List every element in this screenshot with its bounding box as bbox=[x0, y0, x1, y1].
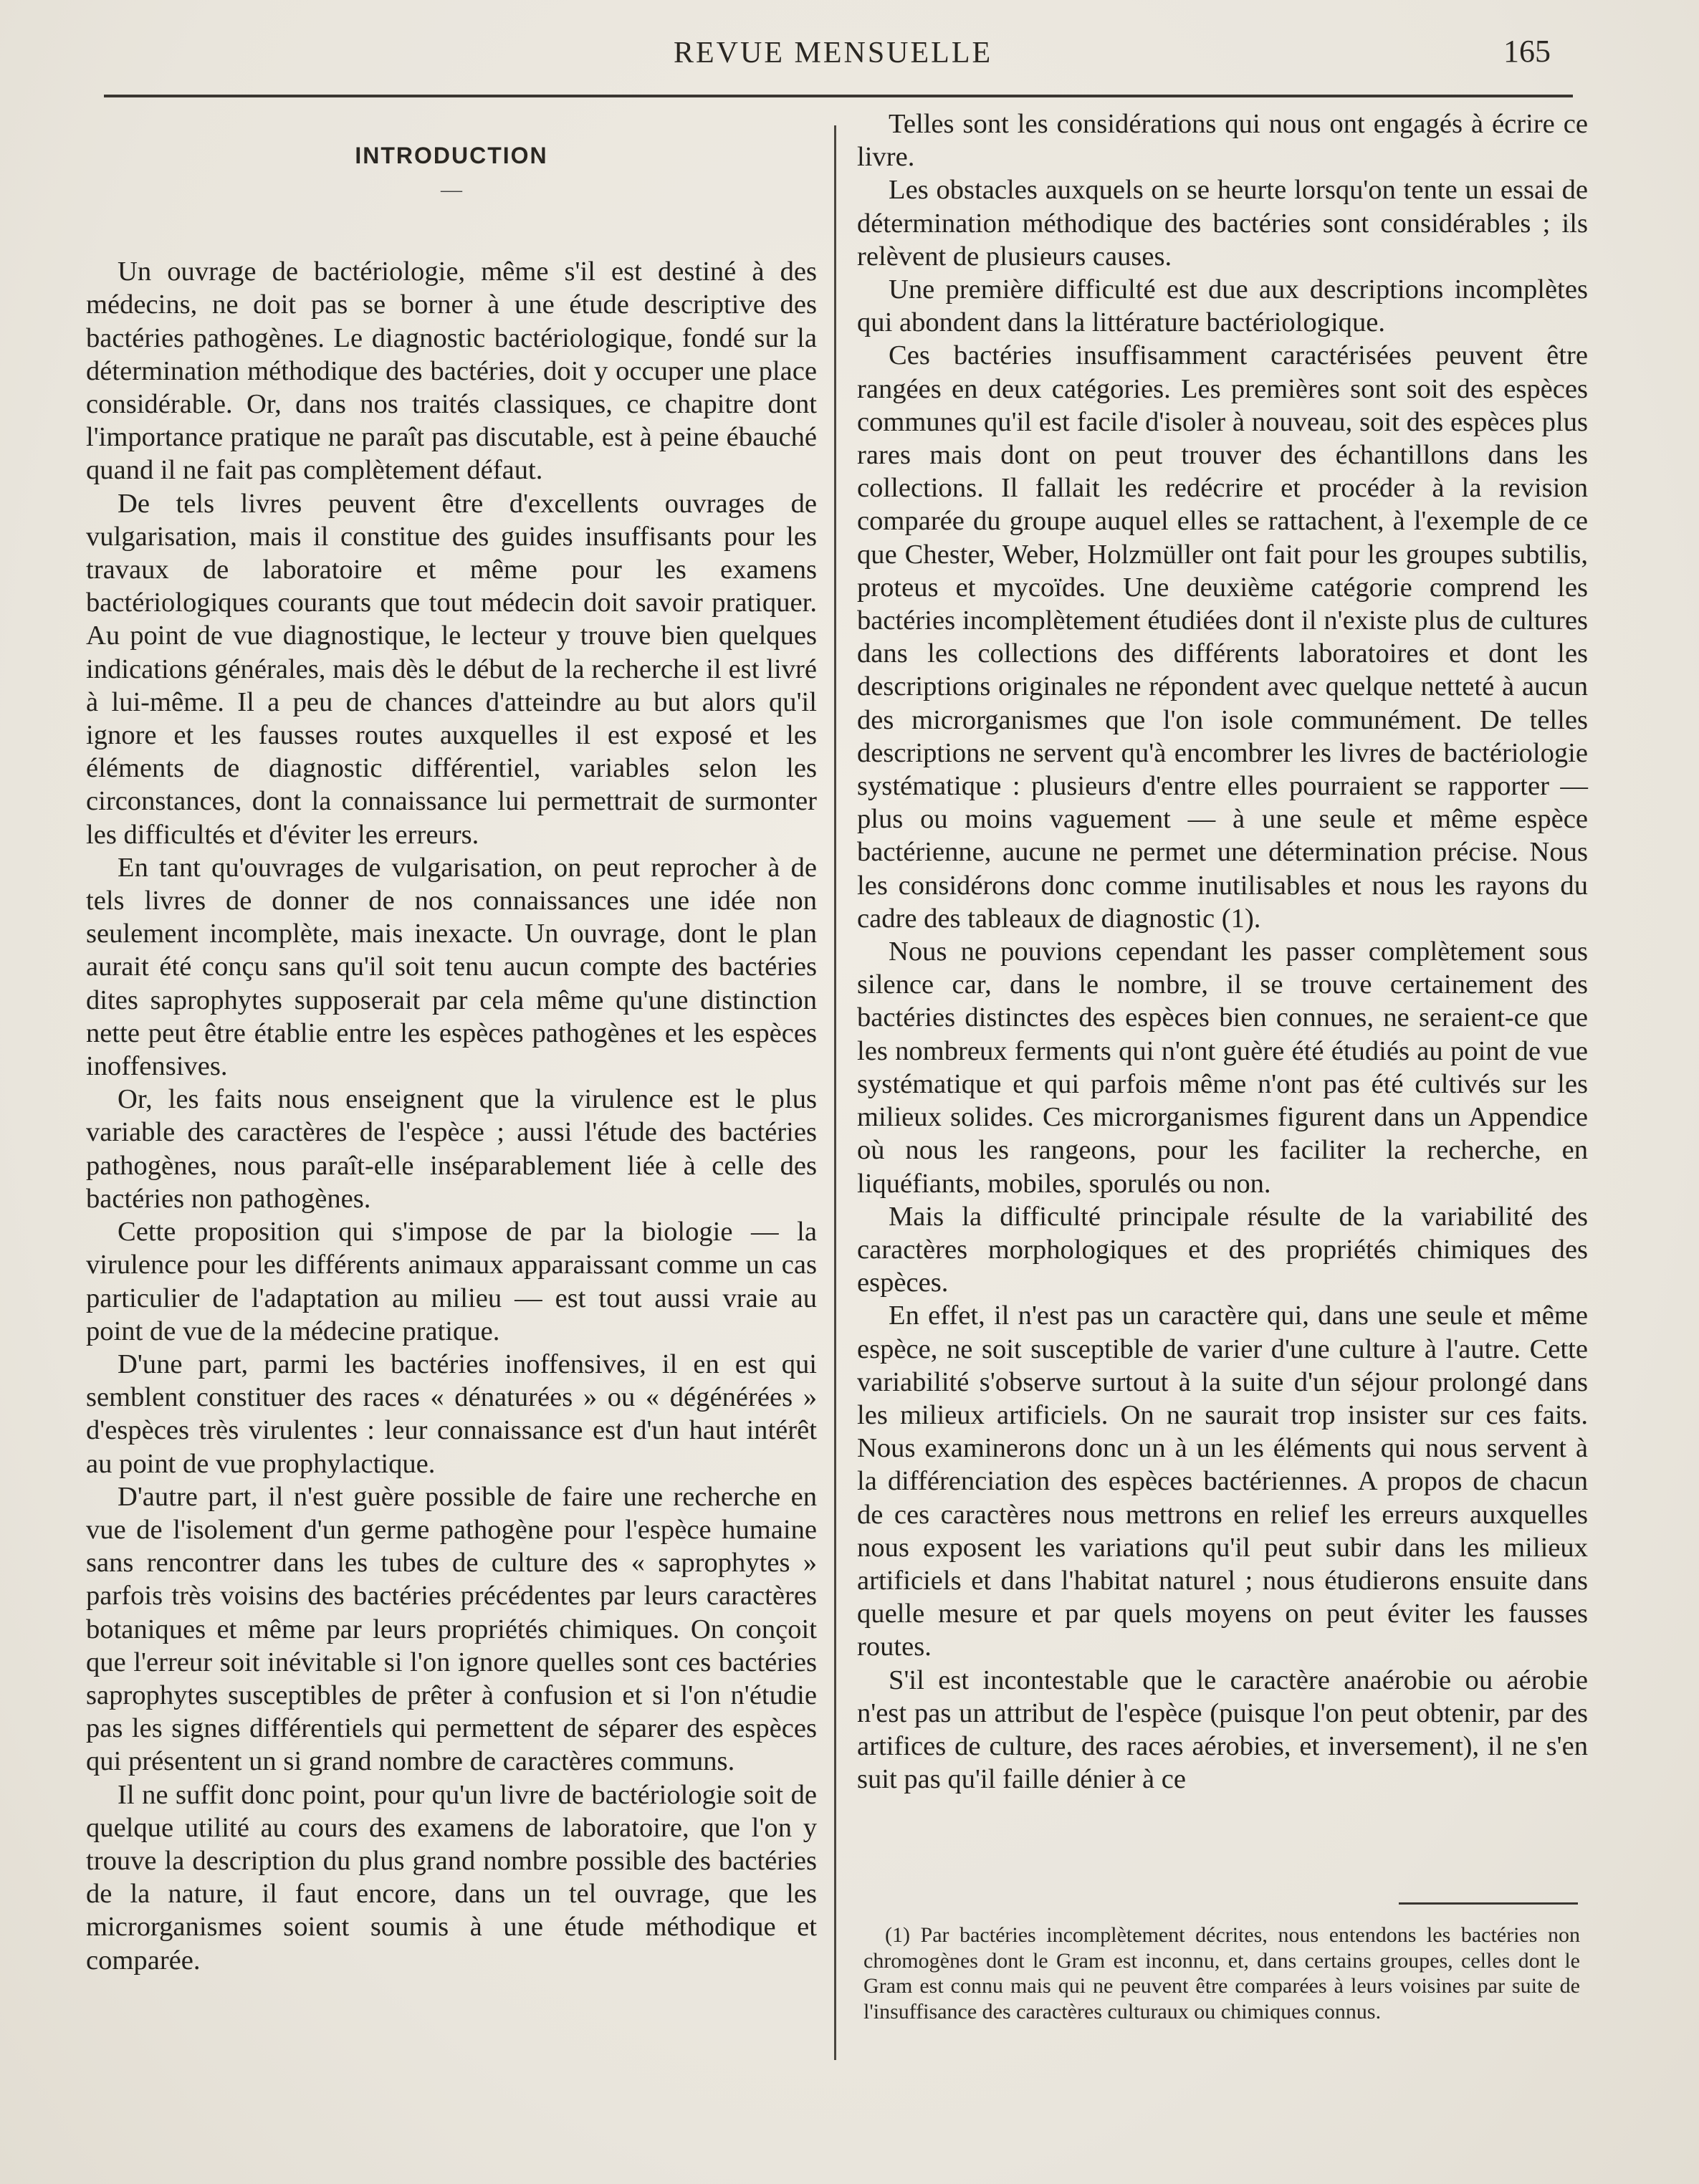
paragraph: Cette proposition qui s'impose de par la biologie — la virulence pour les différents animaux apparaissant comme un cas particulier de l'adaptation au milieu — est tout aussi vraie au point de vue de la médecine pratique. bbox=[86, 1217, 817, 1346]
page-number: 165 bbox=[1503, 34, 1551, 69]
paragraph: Une première difficulté est due aux descriptions incomplètes qui abondent dans la littérature bactériologique. bbox=[857, 274, 1588, 338]
footnote-rule bbox=[1399, 1902, 1578, 1905]
running-head bbox=[0, 33, 1699, 76]
left-column bbox=[86, 115, 817, 1977]
title-dash: — bbox=[441, 178, 462, 202]
header-rule bbox=[104, 95, 1573, 97]
paragraph: Il ne suffit donc point, pour qu'un livre de bactériologie soit de quelque utilité au cours des examens de laboratoire, que l'on y trouve la description du plus grand nombre possible des bactéries de la nature, il faut encore, dans un tel ouvrage, que les microrganismes soient soumis à une étude méthodique et comparée. bbox=[86, 1779, 817, 1975]
paragraph: Nous ne pouvions cependant les passer complètement sous silence car, dans le nombre, il se trouve certainement des bactéries distinctes des espèces bien connues, ne seraient-ce que les nombreux ferments qui n'ont guère été étudiés au point de vue systématique et qui parfois même n'ont pas été cultivés sur les milieux solides. Ces microrganismes figurent dans un Appendice où nous les rangeons, pour les faciliter la recherche, en liquéfiants, mobiles, sporulés ou non. bbox=[857, 937, 1588, 1199]
section-title: INTRODUCTION bbox=[355, 143, 548, 168]
paragraph: En tant qu'ouvrages de vulgarisation, on peut reprocher à de tels livres de donner de nos connaissances une idée non seulement incomplète, mais inexacte. Un ouvrage, dont le plan aurait été conçu sans qu'il soit tenu aucun compte des bactéries dites saprophytes supposerait par cela même qu'une distinction nette peut être établie entre les espèces pathogènes et les espèces inoffensives. bbox=[86, 852, 817, 1082]
paragraph: Or, les faits nous enseignent que la virulence est le plus variable des caractères de l'espèce ; aussi l'étude des bactéries pathogènes, nous paraît-elle inséparablement liée à celle des bactéries non pathogènes. bbox=[86, 1084, 817, 1214]
paragraph: En effet, il n'est pas un caractère qui, dans une seule et même espèce, ne soit susceptible de varier d'une culture à l'autre. Cette variabilité s'observe surtout à la suite d'un séjour prolongé dans les milieux artificiels. On ne saurait trop insister sur ces faits. Nous examinerons donc un à un les éléments qui nous servent à la différenciation des espèces bactériennes. A propos de chacun de ces caractères nous mettrons en relief les erreurs auxquelles nous exposent les variations qu'il peut subir dans les milieux artificiels et dans l'habitat naturel ; nous étudierons ensuite dans quelle mesure et par quels moyens on peut éviter les fausses routes. bbox=[857, 1301, 1588, 1662]
paragraph: S'il est incontestable que le caractère anaérobie ou aérobie n'est pas un attribut de l'espèce (puisque l'on peut obtenir, par des artifices de culture, des races aérobies, et inversement), il ne s'en suit pas qu'il faille dénier à ce bbox=[857, 1665, 1588, 1795]
paragraph: De tels livres peuvent être d'excellents ouvrages de vulgarisation, mais il constitue des guides insuffisants pour les travaux de laboratoire et même pour les examens bactériologiques courants que tout médecin doit savoir pratiquer. Au point de vue diagnostique, le lecteur y trouve bien quelques indications générales, mais dès le début de la recherche il est livré à lui-même. Il a peu de chances d'atteindre au but alors qu'il ignore et les fausses routes auxquelles il est exposé et les éléments de diagnostic différentiel, variables selon les circonstances, dont la connaissance lui permettrait de surmonter les difficultés et d'éviter les erreurs. bbox=[86, 488, 817, 850]
paragraph: D'une part, parmi les bactéries inoffensives, il en est qui semblent constituer des races « dénaturées » ou « dégénérées » d'espèces très virulentes : leur connaissance est d'un haut intérêt au point de vue prophylactique. bbox=[86, 1349, 817, 1479]
paragraph: Un ouvrage de bactériologie, même s'il est destiné à des médecins, ne doit pas se borner à une étude descriptive des bactéries pathogènes. Le diagnostic bactériologique, fondé sur la détermination méthodique des bactéries, doit y occuper une place considérable. Or, dans nos traités classiques, ce chapitre dont l'importance pratique ne paraît pas discutable, est à peine ébauché quand il ne fait pas complètement défaut. bbox=[86, 257, 817, 486]
paragraph: D'autre part, il n'est guère possible de faire une recherche en vue de l'isolement d'un germe pathogène pour l'espèce humaine sans rencontrer dans les tubes de culture des « saprophytes » parfois très voisins des bactéries précédentes par leurs caractères botaniques et même par leurs propriétés chimiques. On conçoit que l'erreur soit inévitable si l'on ignore quelles sont ces bactéries saprophytes susceptibles de prêter à confusion et si l'on n'étudie pas les signes différentiels qui permettent de séparer des espèces qui présentent un si grand nombre de caractères communs. bbox=[86, 1481, 817, 1777]
right-column bbox=[857, 107, 1588, 1796]
footnote: (1) Par bactéries incomplètement décrites, nous entendons les bactéries non chromogènes dont le Gram est inconnu, et, dans certains groupes, celles dont le Gram est connu mais qui ne peuvent être comparées à leurs voisines par suite de l'insuffisance des caractères culturaux ou chimiques connus. bbox=[863, 1923, 1580, 2023]
paragraph: Les obstacles auxquels on se heurte lorsqu'on tente un essai de détermination méthodique des bactéries sont considérables ; ils relèvent de plusieurs causes. bbox=[857, 175, 1588, 272]
column-divider bbox=[834, 125, 836, 2060]
paragraph: Ces bactéries insuffisamment caractérisées peuvent être rangées en deux catégories. Les premières sont soit des espèces communes qu'il est facile d'isoler à nouveau, soit des espèces plus rares mais dont on peut trouver des échantillons dans les collections. Il fallait les redécrire et procéder à la revision comparée du groupe auquel elles se rattachent, à l'exemple de ce que Chester, Weber, Holzmüller ont fait pour les groupes subtilis, proteus et mycoïdes. Une deuxième catégorie comprend les bactéries incomplètement étudiées dont il n'existe plus de cultures dans les collections des différents laboratoires et dont les descriptions originales ne répondent avec quelque netteté à aucun des microrganismes que l'on isole communément. De telles descriptions ne servent qu'à encombrer les livres de bactériologie systématique : plusieurs d'entre elles pourraient se rapporter — plus ou moins vaguement — à une seule et même espèce bactérienne, aucune ne permet une détermination précise. Nous les considérons donc comme inutilisables et nous les rayons du cadre des tableaux de diagnostic (1). bbox=[857, 340, 1588, 934]
paragraph: Mais la difficulté principale résulte de la variabilité des caractères morphologiques et des propriétés chimiques des espèces. bbox=[857, 1201, 1588, 1298]
journal-title: REVUE MENSUELLE bbox=[674, 37, 993, 70]
paragraph: Telles sont les considérations qui nous ont engagés à écrire ce livre. bbox=[857, 109, 1588, 173]
